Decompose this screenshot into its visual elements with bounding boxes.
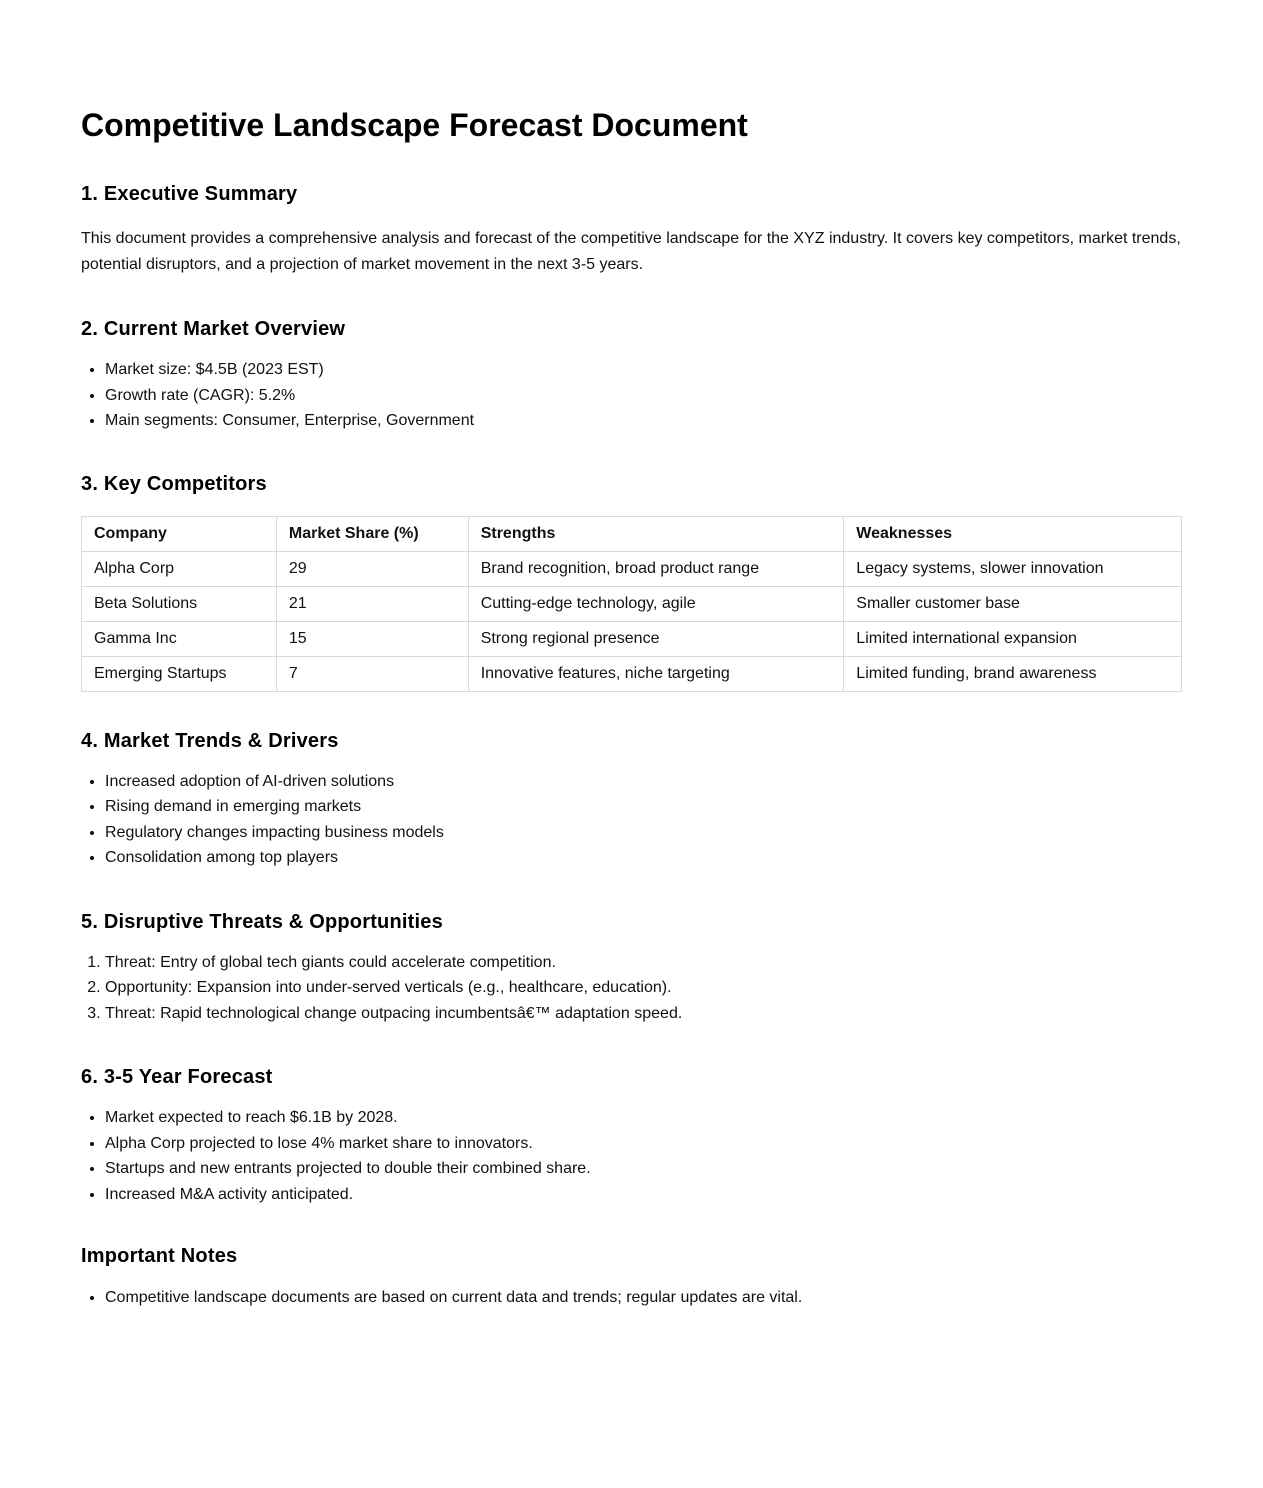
table-cell: 15 — [276, 621, 468, 656]
list-item: 3. Threat: Rapid technological change outpacing incumbentsâ€™ adaptation speed. — [105, 1001, 1182, 1027]
list-item: • Increased adoption of AI-driven solutions — [105, 769, 1182, 795]
list-item: • Rising demand in emerging markets — [105, 794, 1182, 820]
table-cell: Beta Solutions — [82, 586, 277, 621]
forecast-list — [81, 1105, 1182, 1207]
section-heading-executive-summary: 1. Executive Summary — [81, 183, 298, 205]
column-header-market-share: Market Share (%) — [276, 516, 468, 551]
market-overview-list — [81, 357, 1182, 434]
important-notes-list — [81, 1285, 1182, 1311]
section-heading-key-competitors: 3. Key Competitors — [81, 472, 267, 495]
list-item: • Regulatory changes impacting business models — [105, 820, 1182, 846]
table-row — [82, 621, 1182, 656]
section-heading-forecast: 6. 3-5 Year Forecast — [81, 1066, 273, 1088]
table-row — [82, 551, 1182, 586]
table-cell: 29 — [276, 551, 468, 586]
section-heading-disruptive-threats: 5. Disruptive Threats & Opportunities — [81, 910, 443, 933]
column-header-strengths: Strengths — [468, 516, 844, 551]
table-cell: Legacy systems, slower innovation — [844, 551, 1182, 586]
market-trends-list — [81, 769, 1182, 871]
table-row — [82, 656, 1182, 691]
table-cell: Brand recognition, broad product range — [468, 551, 844, 586]
list-item: • Consolidation among top players — [105, 845, 1182, 871]
section-heading-important-notes: Important Notes — [81, 1245, 238, 1267]
list-item: • Alpha Corp projected to lose 4% market share to innovators. — [105, 1131, 1182, 1157]
list-item: • Market size: $4.5B (2023 EST) — [105, 357, 1182, 383]
table-cell: Smaller customer base — [844, 586, 1182, 621]
list-item: • Startups and new entrants projected to double their combined share. — [105, 1156, 1182, 1182]
table-header-row — [82, 516, 1182, 551]
table-cell: 7 — [276, 656, 468, 691]
table-cell: Strong regional presence — [468, 621, 844, 656]
table-cell: 21 — [276, 586, 468, 621]
table-cell: Emerging Startups — [82, 656, 277, 691]
list-item: 1. Threat: Entry of global tech giants could accelerate competition. — [105, 950, 1182, 976]
list-item: • Growth rate (CAGR): 5.2% — [105, 383, 1182, 409]
threats-opportunities-list — [81, 950, 1182, 1027]
table-cell: Cutting-edge technology, agile — [468, 586, 844, 621]
list-item: • Increased M&A activity anticipated. — [105, 1182, 1182, 1208]
column-header-company: Company — [82, 516, 277, 551]
list-item: • Main segments: Consumer, Enterprise, Government — [105, 408, 1182, 434]
column-header-weaknesses: Weaknesses — [844, 516, 1182, 551]
executive-summary-text: This document provides a comprehensive analysis and forecast of the competitive landscape for the XYZ industry. It covers key competitors, market trends, potential disruptors, and a projection of market movement in the next 3-5 years. — [81, 230, 1181, 273]
table-row — [82, 586, 1182, 621]
competitors-table — [81, 516, 1182, 692]
table-cell: Gamma Inc — [82, 621, 277, 656]
list-item: • Market expected to reach $6.1B by 2028. — [105, 1105, 1182, 1131]
section-heading-market-trends: 4. Market Trends & Drivers — [81, 729, 339, 752]
table-cell: Innovative features, niche targeting — [468, 656, 844, 691]
section-heading-market-overview: 2. Current Market Overview — [81, 318, 346, 340]
table-cell: Alpha Corp — [82, 551, 277, 586]
list-item: • Competitive landscape documents are based on current data and trends; regular updates are vital. — [105, 1285, 1182, 1311]
list-item: 2. Opportunity: Expansion into under-served verticals (e.g., healthcare, education). — [105, 975, 1182, 1001]
competitors-table-wrap — [81, 516, 1182, 692]
table-cell: Limited international expansion — [844, 621, 1182, 656]
page-title: Competitive Landscape Forecast Document — [81, 107, 748, 143]
table-cell: Limited funding, brand awareness — [844, 656, 1182, 691]
